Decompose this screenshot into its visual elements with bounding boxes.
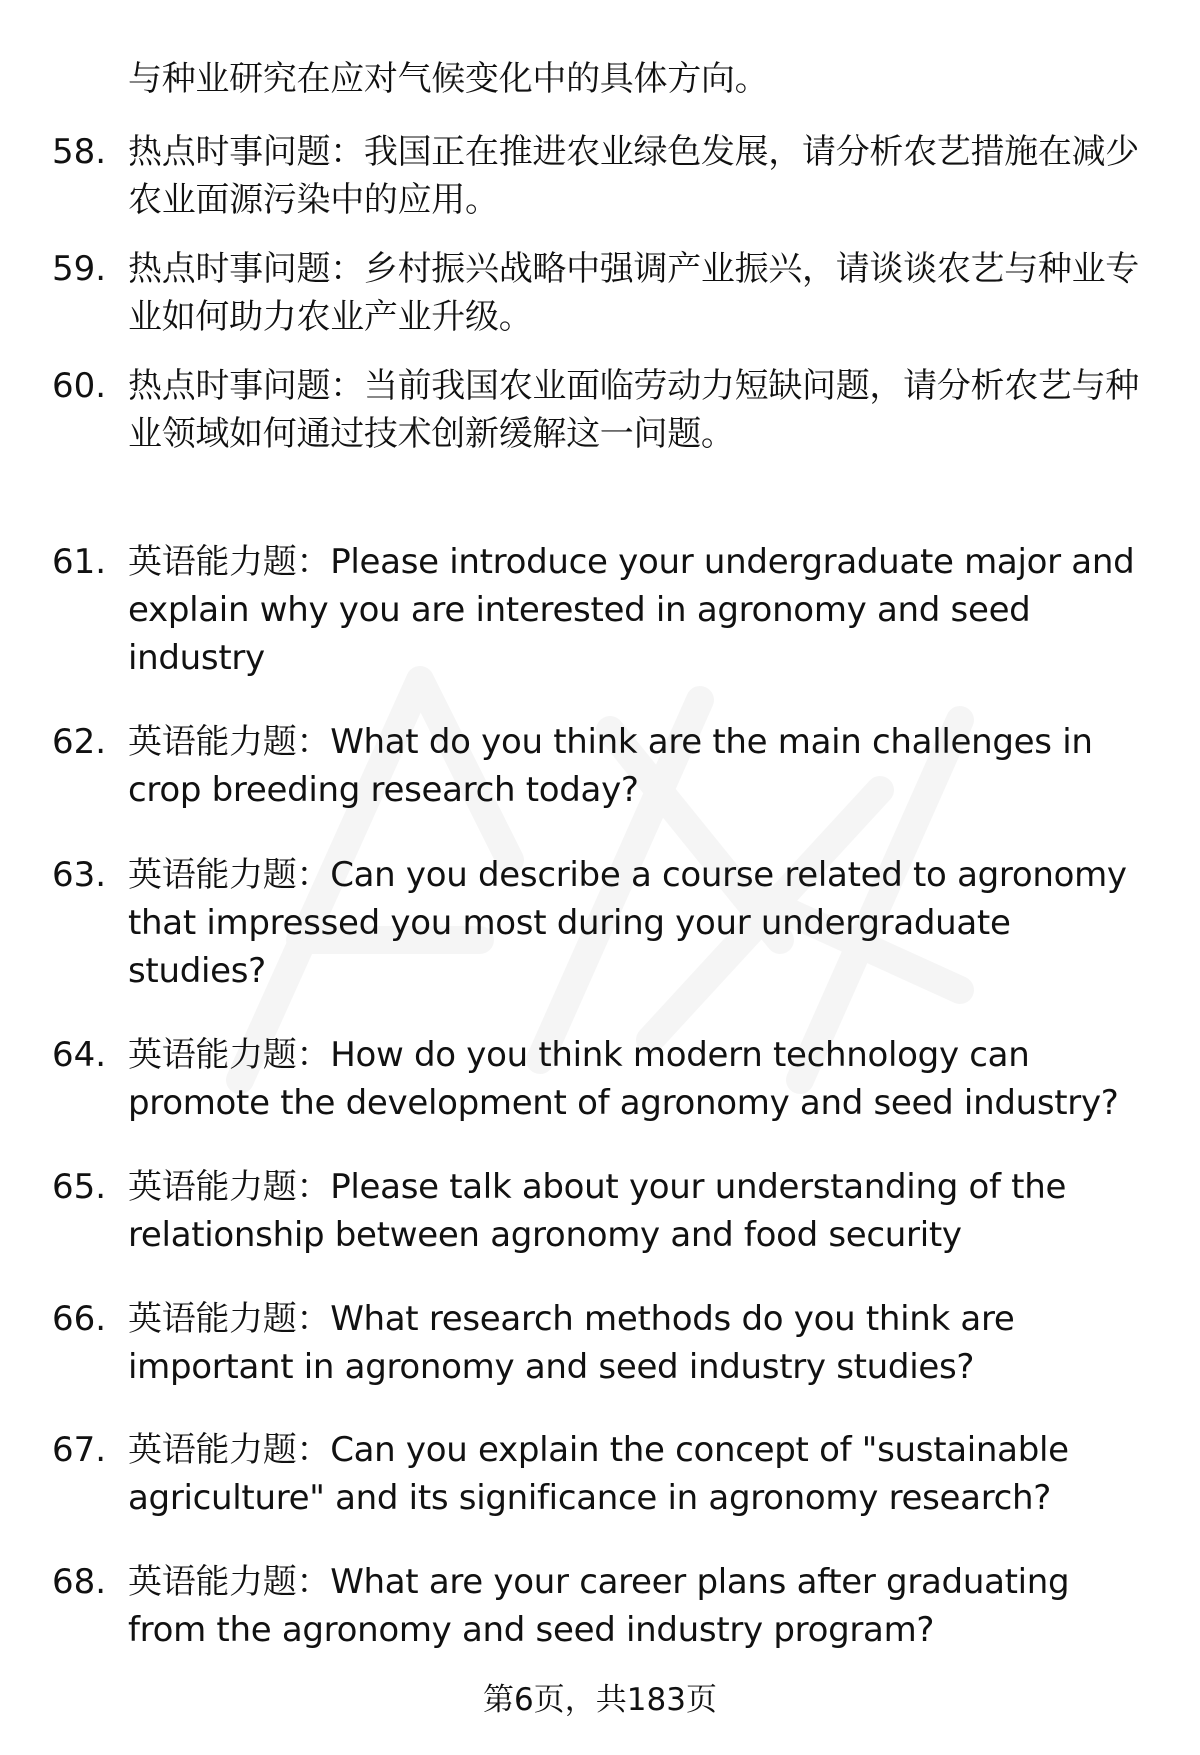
item-text: 热点时事问题：当前我国农业面临劳动力短缺问题，请分析农艺与种业领域如何通过技术创新缓解这一问题。 [128,366,1139,454]
item-text: 英语能力题：What research methods do you think are important in agronomy and seed industry studies? [128,1299,1015,1387]
item-text: 英语能力题：What do you think are the main challenges in crop breeding research today? [128,722,1093,810]
item-number: 62. [52,722,107,762]
item-number: 68. [52,1562,107,1602]
continuation-text: 与种业研究在应对气候变化中的具体方向。 [128,59,769,99]
item-number: 64. [52,1035,107,1075]
item-text: 英语能力题：How do you think modern technology can promote the development of agronomy and seed industry? [128,1035,1119,1123]
item-number: 66. [52,1299,107,1339]
item-number: 60. [52,366,107,406]
item-number: 59. [52,249,107,289]
item-number: 58. [52,132,107,172]
item-number: 65. [52,1167,107,1207]
item-text: 热点时事问题：我国正在推进农业绿色发展，请分析农艺措施在减少农业面源污染中的应用。 [128,132,1139,220]
item-number: 63. [52,855,107,895]
item-text: 英语能力题：Please introduce your undergraduate major and explain why you are interested in agronomy and seed industry [128,542,1135,678]
item-text: 英语能力题：Please talk about your understanding of the relationship between agronomy and food security [128,1167,1067,1255]
item-text: 热点时事问题：乡村振兴战略中强调产业振兴，请谈谈农艺与种业专业如何助力农业产业升级。 [128,249,1139,337]
item-text: 英语能力题：Can you explain the concept of "sustainable agriculture" and its significance in agronomy research? [128,1430,1069,1518]
item-text: 英语能力题：What are your career plans after graduating from the agronomy and seed industry program? [128,1562,1070,1650]
item-number: 67. [52,1430,107,1470]
item-text: 英语能力题：Can you describe a course related to agronomy that impressed you most during your undergraduate studies? [128,855,1127,991]
page-footer: 第6页，共183页 [483,1682,717,1718]
item-number: 61. [52,542,107,582]
